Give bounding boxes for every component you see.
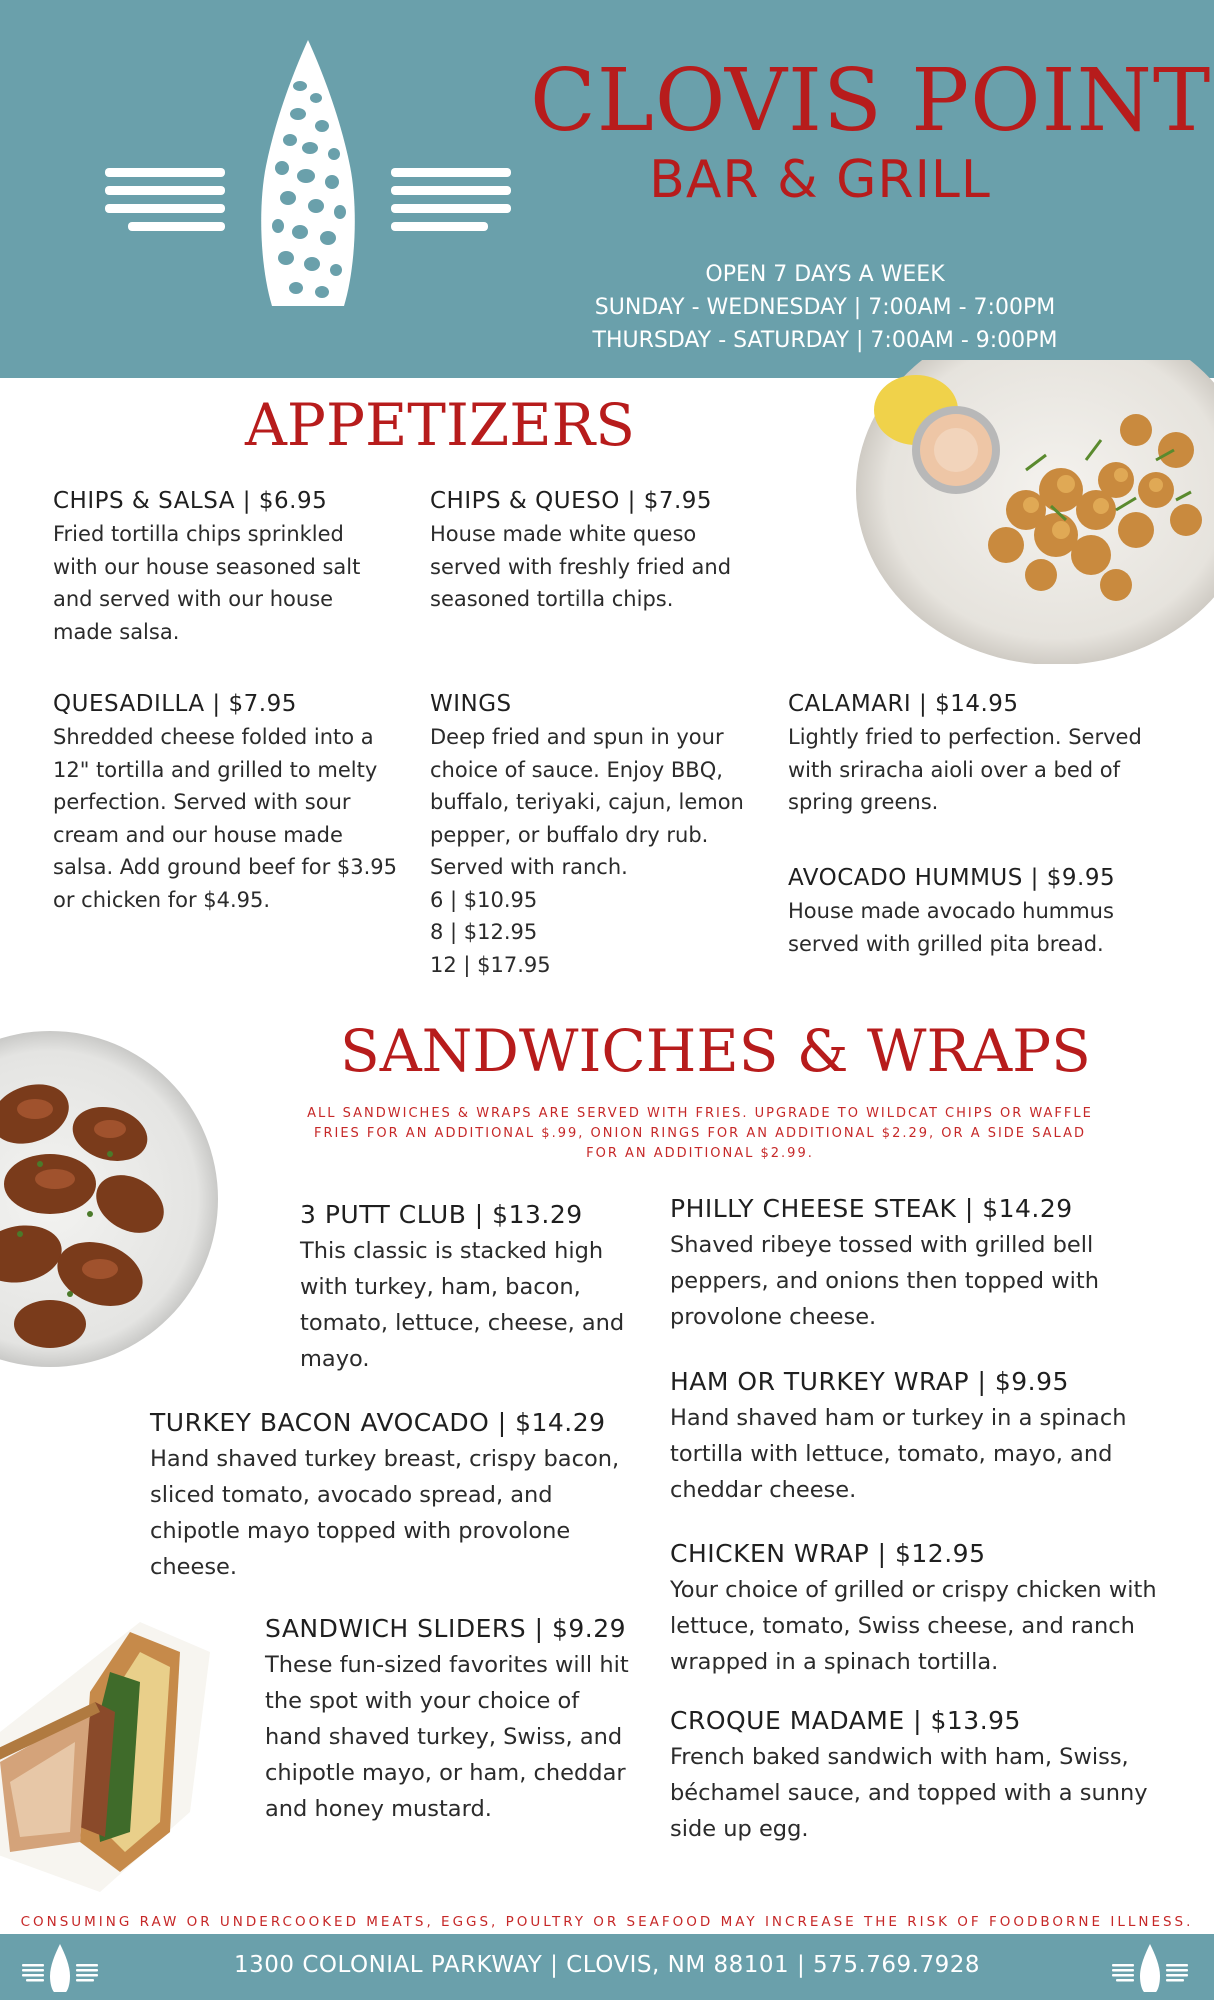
menu-item (430, 488, 760, 616)
menu-item (670, 1367, 1190, 1508)
item-name: QUESADILLA | $7.95 (53, 691, 297, 717)
calamari-photo (856, 360, 1214, 664)
item-description: Lightly fried to perfection. Served with sriracha aioli over a bed of spring greens. (788, 725, 1142, 814)
sandwich-photo (0, 1612, 220, 1894)
item-description: Shredded cheese folded into a 12" tortilla and grilled to melty perfection. Served with sour cream and our house made salsa. Add ground beef for $3.95 or chicken for $4.95. (53, 725, 398, 912)
menu-item (788, 865, 1168, 960)
hours-line: OPEN 7 DAYS A WEEK (705, 262, 945, 287)
appetizers-title: APPETIZERS (245, 391, 635, 459)
menu-item (430, 691, 760, 981)
item-name: TURKEY BACON AVOCADO | $14.29 (150, 1408, 606, 1437)
item-name: AVOCADO HUMMUS | $9.95 (788, 865, 1116, 891)
item-description: Fried tortilla chips sprinkled with our house seasoned salt and served with our house made salsa. (53, 522, 361, 644)
footer-address: 1300 COLONIAL PARKWAY | CLOVIS, NM 88101 | 575.769.7928 (233, 1952, 981, 1978)
item-name: 3 PUTT CLUB | $13.29 (300, 1200, 583, 1229)
item-description: Your choice of grilled or crispy chicken with lettuce, tomato, Swiss cheese, and ranch wrapped in a spinach tortilla. (670, 1577, 1157, 1675)
restaurant-title: CLOVIS POINT (530, 51, 1212, 151)
item-name: HAM OR TURKEY WRAP | $9.95 (670, 1367, 1069, 1396)
size-price: 12 | $17.95 (430, 952, 551, 977)
food-safety-disclaimer: CONSUMING RAW OR UNDERCOOKED MEATS, EGGS, POULTRY OR SEAFOOD MAY INCREASE THE RISK OF FOODBORNE ILLNESS. (20, 1914, 1194, 1930)
item-name: PHILLY CHEESE STEAK | $14.29 (670, 1194, 1073, 1223)
item-description: Hand shaved turkey breast, crispy bacon, sliced tomato, avocado spread, and chipotle mayo topped with provolone cheese. (150, 1446, 620, 1580)
size-price: 6 | $10.95 (430, 887, 538, 912)
item-name: CHIPS & QUESO | $7.95 (430, 488, 713, 514)
sandwiches-note: ALL SANDWICHES & WRAPS ARE SERVED WITH FRIES. UPGRADE TO WILDCAT CHIPS OR WAFFLE FRIES FOR AN ADDITIONAL $.99, ONION RINGS FOR AN ADDITIONAL $2.29, OR A SIDE SALAD FOR AN ADDITIONAL $2.99. (307, 1106, 1093, 1161)
hours-line: SUNDAY - WEDNESDAY | 7:00AM - 7:00PM (594, 295, 1056, 320)
item-description: House made avocado hummus served with grilled pita bread. (788, 899, 1114, 956)
item-name: WINGS (430, 691, 512, 717)
item-description: Shaved ribeye tossed with grilled bell peppers, and onions then topped with provolone cheese. (670, 1232, 1099, 1330)
item-name: SANDWICH SLIDERS | $9.29 (265, 1614, 627, 1643)
item-description: House made white queso served with freshly fried and seasoned tortilla chips. (430, 522, 732, 611)
item-name: CHICKEN WRAP | $12.95 (670, 1539, 986, 1568)
menu-item (150, 1408, 640, 1585)
sandwiches-title: SANDWICHES & WRAPS (340, 1017, 1091, 1085)
menu-item (265, 1614, 640, 1827)
menu-item (300, 1200, 640, 1377)
menu-item (53, 691, 398, 916)
menu-item (670, 1539, 1190, 1680)
item-description: Hand shaved ham or turkey in a spinach tortilla with lettuce, tomato, mayo, and cheddar cheese. (670, 1405, 1127, 1503)
size-price: 8 | $12.95 (430, 920, 538, 944)
item-description: French baked sandwich with ham, Swiss, béchamel sauce, and topped with a sunny side up egg. (670, 1744, 1148, 1842)
item-description: Deep fried and spun in your choice of sauce. Enjoy BBQ, buffalo, teriyaki, cajun, lemon pepper, or buffalo dry rub. Served with ranch. (430, 725, 744, 879)
arrowhead-logo-icon (1110, 1942, 1190, 1994)
menu-item (670, 1194, 1190, 1335)
menu-item (788, 691, 1168, 819)
item-description: These fun-sized favorites will hit the spot with your choice of hand shaved turkey, Swiss, and chipotle mayo, or ham, cheddar and honey mustard. (265, 1652, 629, 1822)
item-description: This classic is stacked high with turkey, ham, bacon, tomato, lettuce, cheese, and mayo. (300, 1238, 625, 1372)
menu-item (670, 1706, 1190, 1847)
hours-line: THURSDAY - SATURDAY | 7:00AM - 9:00PM (592, 328, 1058, 353)
menu-item (53, 488, 388, 648)
wings-photo (0, 1014, 220, 1384)
item-name: CALAMARI | $14.95 (788, 691, 1019, 717)
restaurant-subtitle: BAR & GRILL (649, 150, 991, 210)
arrowhead-logo-icon (100, 36, 516, 318)
opening-hours (560, 258, 1090, 357)
item-name: CHIPS & SALSA | $6.95 (53, 488, 328, 514)
item-name: CROQUE MADAME | $13.95 (670, 1706, 1021, 1735)
size-prices (430, 884, 760, 982)
arrowhead-logo-icon (20, 1942, 100, 1994)
